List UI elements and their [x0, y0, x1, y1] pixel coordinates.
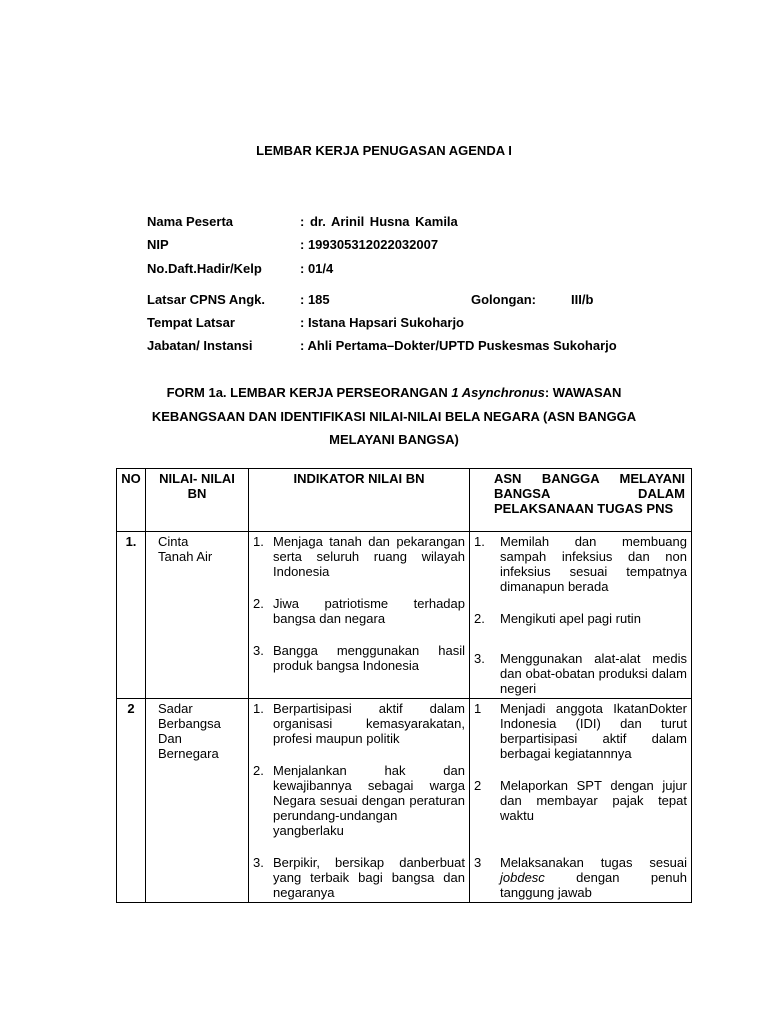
row-nilai: Sadar Berbangsa Dan Bernegara: [146, 699, 249, 903]
table-row: [117, 699, 692, 903]
table-header-row: [117, 469, 692, 532]
list-item: 1. Berpartisipasi aktif dalam organisasi kemasyarakatan, profesi maupun politik: [253, 701, 465, 746]
participant-name-label: Nama Peserta: [147, 214, 233, 229]
row-number: 2: [117, 699, 146, 903]
list-item: 1. Memilah dan membuang sampah infeksius dan non infeksius sesuai tempatnya dimanapun berada: [474, 534, 687, 594]
participant-name-value: : dr. Arinil Husna Kamila: [300, 214, 458, 229]
row-number: 1.: [117, 532, 146, 699]
tempat-label: Tempat Latsar: [147, 315, 235, 330]
bela-negara-table: [116, 468, 692, 903]
attendance-label: No.Daft.Hadir/Kelp: [147, 261, 262, 276]
header-indikator: INDIKATOR NILAI BN: [249, 469, 470, 532]
latsar-value: : 185: [300, 292, 330, 307]
row-asn: [470, 532, 692, 699]
tempat-value: : Istana Hapsari Sukoharjo: [300, 315, 464, 330]
header-nilai: NILAI- NILAI BN: [146, 469, 249, 532]
list-item: 3 Melaksanakan tugas sesuai jobdesc dengan penuh tanggung jawab: [474, 855, 687, 900]
table-row: [117, 532, 692, 699]
jabatan-label: Jabatan/ Instansi: [147, 338, 253, 353]
golongan-value: III/b: [571, 292, 594, 307]
list-item: 2 Melaporkan SPT dengan jujur dan membayar pajak tepat waktu: [474, 778, 687, 823]
list-item: 2. Jiwa patriotisme terhadap bangsa dan negara: [253, 596, 465, 626]
latsar-label: Latsar CPNS Angk.: [147, 292, 265, 307]
list-item: 1. Menjaga tanah dan pekarangan serta seluruh ruang wilayah Indonesia: [253, 534, 465, 579]
document-title: LEMBAR KERJA PENUGASAN AGENDA I: [256, 143, 512, 158]
form-title-part2: 1 Asynchronus: [451, 385, 545, 400]
header-asn: ASN BANGGA MELAYANI BANGSA DALAM PELAKSANAAN TUGAS PNS: [470, 469, 692, 532]
row-indikator: [249, 532, 470, 699]
nip-label: NIP: [147, 237, 169, 252]
jabatan-value: : Ahli Pertama–Dokter/UPTD Puskesmas Sukoharjo: [300, 338, 617, 353]
golongan-label: Golongan:: [471, 292, 536, 307]
nip-value: : 199305312022032007: [300, 237, 439, 252]
form-title: [150, 381, 638, 452]
row-indikator: [249, 699, 470, 903]
list-item: 1 Menjadi anggota IkatanDokter Indonesia (IDI) dan turut berpartisipasi aktif dalam berbagai kegiatannnya: [474, 701, 687, 761]
form-title-part3: : WAWASAN KEBANGSAAN DAN IDENTIFIKASI NILAI-NILAI BELA NEGARA (ASN BANGGA MELAYANI BANGSA): [151, 385, 637, 447]
list-item: 3. Bangga menggunakan hasil produk bangsa Indonesia: [253, 643, 465, 673]
form-title-part1: FORM 1a. LEMBAR KERJA PERSEORANGAN: [166, 385, 452, 400]
row-asn: [470, 699, 692, 903]
attendance-value: : 01/4: [300, 261, 334, 276]
list-item: 3. Menggunakan alat-alat medis dan obat-obatan produksi dalam negeri: [474, 651, 687, 696]
list-item: 3. Berpikir, bersikap danberbuat yang terbaik bagi bangsa dan negaranya: [253, 855, 465, 900]
row-nilai: Cinta Tanah Air: [146, 532, 249, 699]
list-item: 2. Menjalankan hak dan kewajibannya sebagai warga Negara sesuai dengan peraturan perundang-undangan yangberlaku: [253, 763, 465, 838]
header-no: NO: [117, 469, 146, 532]
list-item: 2. Mengikuti apel pagi rutin: [474, 611, 641, 626]
